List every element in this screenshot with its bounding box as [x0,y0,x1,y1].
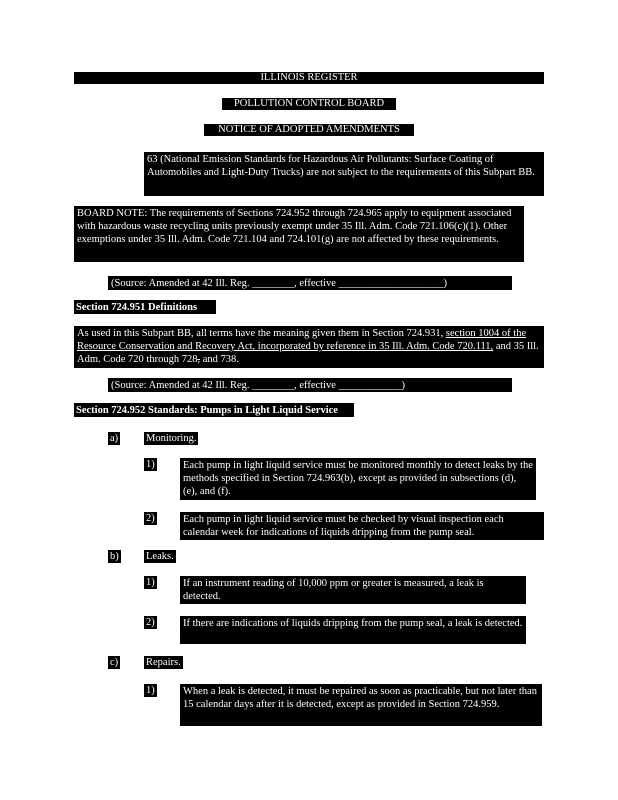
item-c-marker: c) [110,657,119,668]
item-a-label: Monitoring. [146,433,197,444]
section-951-body-part3: and 738. [200,354,239,366]
source-note-intro: (Source: Amended at 42 Ill. Reg. ________, effective ____________________) [108,276,512,290]
item-a1-marker: 1) [146,459,155,470]
board-note: BOARD NOTE: The requirements of Sections 724.952 through 724.965 apply to equipment associated with hazardous waste recycling units previously exempt under 35 Ill. Adm. Code 721.106(c)(1). Other exemptions under 35 Ill. Adm. Code 721.104 and 724.101(g) are not affected by these requirements. [74,206,524,262]
source-note-951: (Source: Amended at 42 Ill. Reg. ________, effective ____________) [108,378,512,392]
section-952-heading: Section 724.952 Standards: Pumps in Light Liquid Service [74,403,354,417]
section-951-body-underlined: section 1004 of the Resource Conservation and Recovery Act, incorporated by reference in 35 Ill. Adm. Code 720.111, [77,328,527,353]
section-951-body [74,326,544,368]
section-951-body-part2: and 35 Ill. Adm. Code 720 through 728 [77,341,539,366]
section-951-body-part1: As used in this Subpart BB, all terms have the meaning given them in Section 724.931, [77,328,446,339]
item-b-marker: b) [110,551,119,562]
item-a1-text: Each pump in light liquid service must be monitored monthly to detect leaks by the methods specified in Section 724.963(b), except as provided in subsections (d), (e), and (f). [180,458,536,500]
section-951-heading: Section 724.951 Definitions [74,300,216,314]
register-title: ILLINOIS REGISTER [74,72,544,84]
item-b2-text: If there are indications of liquids dripping from the pump seal, a leak is detected. [180,616,526,644]
item-c1-text: When a leak is detected, it must be repaired as soon as practicable, but not later than 15 calendar days after it is detected, except as provided in Section 724.959. [180,684,542,726]
item-b2-marker: 2) [146,617,155,628]
item-a2-marker: 2) [146,513,155,524]
board-title: POLLUTION CONTROL BOARD [222,98,396,110]
item-b1-text: If an instrument reading of 10,000 ppm or greater is measured, a leak is detected. [180,576,526,604]
item-c1-marker: 1) [146,685,155,696]
item-b-label: Leaks. [146,551,174,562]
item-a2-text: Each pump in light liquid service must be checked by visual inspection each calendar week for indications of liquids dripping from the pump seal. [180,512,544,540]
intro-paragraph: 63 (National Emission Standards for Hazardous Air Pollutants: Surface Coating of Automobiles and Light-Duty Trucks) are not subject to the requirements of this Subpart BB. [144,152,544,196]
item-c-label: Repairs. [146,657,181,668]
item-a-marker: a) [110,433,119,444]
section-951-body-struck: , [197,354,201,366]
item-b1-marker: 1) [146,577,155,588]
notice-title: NOTICE OF ADOPTED AMENDMENTS [204,124,414,136]
